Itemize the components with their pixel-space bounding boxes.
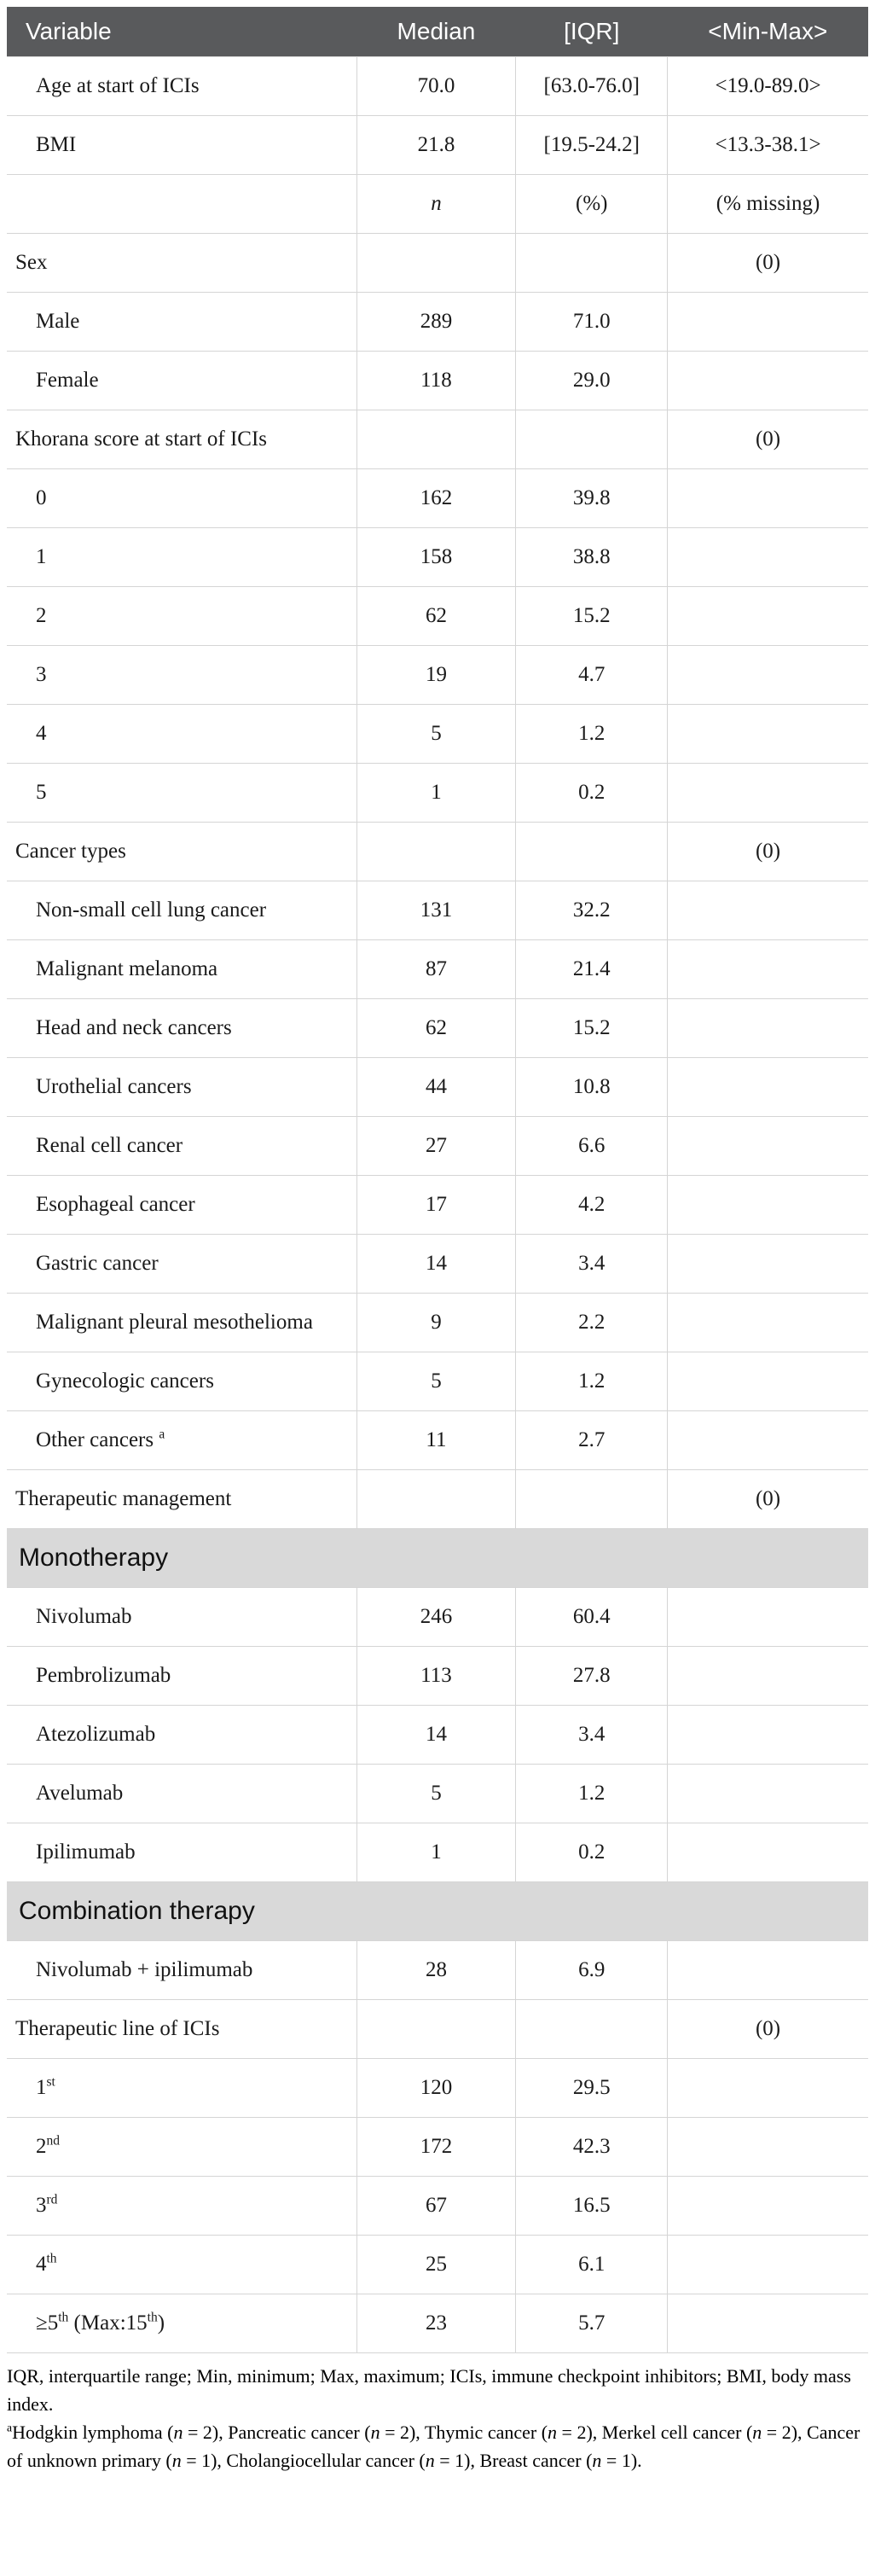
row-value <box>356 823 516 881</box>
table-row <box>7 1470 868 1529</box>
row-value: 67 <box>356 2177 516 2236</box>
column-header-iqr: [IQR] <box>516 7 668 57</box>
row-value: 62 <box>356 999 516 1058</box>
row-label: Head and neck cancers <box>7 999 356 1058</box>
table-row <box>7 1706 868 1765</box>
section-header-row <box>7 1529 868 1588</box>
table-row <box>7 2294 868 2353</box>
row-label: 5 <box>7 764 356 823</box>
footnote: $^a$Hodgkin lymphoma (n = 2), Pancreatic cancer (n = 2), Thymic cancer (n = 2), Merkel cell cancer (n = 2), Cancer of unknown primary (n = 1), Cholangiocellular cancer (n = 1), Breast cancer (n = 1). <box>7 2421 861 2471</box>
section-header-row <box>7 1882 868 1941</box>
row-value: 158 <box>356 528 516 587</box>
row-value: 289 <box>356 293 516 352</box>
footnote: IQR, interquartile range; Min, minimum; Max, maximum; ICIs, immune checkpoint inhibitors; BMI, body mass index. <box>7 2365 851 2415</box>
row-label: Female <box>7 352 356 410</box>
row-value: <19.0-89.0> <box>668 57 868 116</box>
row-value <box>516 2000 668 2059</box>
row-label: Therapeutic management <box>7 1470 356 1529</box>
row-value: 19 <box>356 646 516 705</box>
table-footnotes <box>7 2362 868 2474</box>
row-value <box>668 352 868 410</box>
row-value: 62 <box>356 587 516 646</box>
table-row <box>7 293 868 352</box>
row-value <box>668 2294 868 2353</box>
row-value <box>668 1235 868 1294</box>
row-value: 4.2 <box>516 1176 668 1235</box>
table-row <box>7 528 868 587</box>
row-value: 1.2 <box>516 705 668 764</box>
row-value: (0) <box>668 823 868 881</box>
row-value <box>668 2118 868 2177</box>
row-label: Male <box>7 293 356 352</box>
row-label: Gastric cancer <box>7 1235 356 1294</box>
row-value <box>668 469 868 528</box>
table-row <box>7 2059 868 2118</box>
row-value: 1.2 <box>516 1765 668 1823</box>
row-value: 1 <box>356 764 516 823</box>
row-value: 10.8 <box>516 1058 668 1117</box>
row-value <box>668 1176 868 1235</box>
row-value <box>356 234 516 293</box>
row-value: 70.0 <box>356 57 516 116</box>
row-value: 162 <box>356 469 516 528</box>
row-label: 1 <box>7 528 356 587</box>
table-row <box>7 410 868 469</box>
table-row <box>7 1117 868 1176</box>
row-value: 2.7 <box>516 1411 668 1470</box>
row-value <box>668 1765 868 1823</box>
row-value <box>516 823 668 881</box>
row-value: 5 <box>356 705 516 764</box>
row-label: Malignant melanoma <box>7 940 356 999</box>
row-value: 25 <box>356 2236 516 2294</box>
table-row <box>7 764 868 823</box>
row-label: Nivolumab <box>7 1588 356 1647</box>
column-header-variable: Variable <box>7 7 356 57</box>
row-label: ≥5th (Max:15th) <box>7 2294 356 2353</box>
table-row <box>7 940 868 999</box>
row-value <box>356 410 516 469</box>
row-value <box>668 1117 868 1176</box>
row-label: Ipilimumab <box>7 1823 356 1882</box>
row-value <box>668 1706 868 1765</box>
row-value: 131 <box>356 881 516 940</box>
table-row <box>7 469 868 528</box>
table-row <box>7 234 868 293</box>
row-label: Sex <box>7 234 356 293</box>
row-value <box>668 2177 868 2236</box>
row-value: 60.4 <box>516 1588 668 1647</box>
row-value: 27.8 <box>516 1647 668 1706</box>
table-row <box>7 1352 868 1411</box>
row-label: Khorana score at start of ICIs <box>7 410 356 469</box>
row-value <box>668 881 868 940</box>
row-label: Urothelial cancers <box>7 1058 356 1117</box>
row-value: 0.2 <box>516 764 668 823</box>
row-value: 0.2 <box>516 1823 668 1882</box>
row-value: 21.8 <box>356 116 516 175</box>
row-value: 120 <box>356 2059 516 2118</box>
table-row <box>7 1235 868 1294</box>
row-value <box>668 1411 868 1470</box>
row-value: (% missing) <box>668 175 868 234</box>
row-value: 27 <box>356 1117 516 1176</box>
row-label: Nivolumab + ipilimumab <box>7 1941 356 2000</box>
row-value: 21.4 <box>516 940 668 999</box>
row-value <box>668 999 868 1058</box>
row-value: 16.5 <box>516 2177 668 2236</box>
row-value: 6.9 <box>516 1941 668 2000</box>
row-value <box>668 705 868 764</box>
row-value: (0) <box>668 2000 868 2059</box>
row-value: 5.7 <box>516 2294 668 2353</box>
row-label: Atezolizumab <box>7 1706 356 1765</box>
row-value <box>668 940 868 999</box>
row-value <box>668 1058 868 1117</box>
row-label: Gynecologic cancers <box>7 1352 356 1411</box>
row-label: 1st <box>7 2059 356 2118</box>
characteristics-table <box>7 7 868 2353</box>
row-label: Therapeutic line of ICIs <box>7 2000 356 2059</box>
row-value: 113 <box>356 1647 516 1706</box>
row-value: 71.0 <box>516 293 668 352</box>
row-label: BMI <box>7 116 356 175</box>
row-value: 1.2 <box>516 1352 668 1411</box>
row-value: 172 <box>356 2118 516 2177</box>
table-row <box>7 1058 868 1117</box>
table-row <box>7 2177 868 2236</box>
row-value: 29.5 <box>516 2059 668 2118</box>
row-value: 11 <box>356 1411 516 1470</box>
table-row <box>7 646 868 705</box>
row-value <box>668 1352 868 1411</box>
table-row <box>7 823 868 881</box>
row-value: 87 <box>356 940 516 999</box>
row-value <box>668 1294 868 1352</box>
row-value <box>668 2059 868 2118</box>
row-value: 118 <box>356 352 516 410</box>
row-value: 14 <box>356 1706 516 1765</box>
column-header-minmax: <Min-Max> <box>668 7 868 57</box>
row-value: 246 <box>356 1588 516 1647</box>
column-header-median: Median <box>356 7 516 57</box>
row-value: 42.3 <box>516 2118 668 2177</box>
row-value: 4.7 <box>516 646 668 705</box>
row-value <box>668 293 868 352</box>
row-label: 0 <box>7 469 356 528</box>
row-value <box>668 587 868 646</box>
row-value <box>668 528 868 587</box>
table-row <box>7 2000 868 2059</box>
table-row <box>7 2118 868 2177</box>
row-value: [19.5-24.2] <box>516 116 668 175</box>
row-value: 28 <box>356 1941 516 2000</box>
row-label: Pembrolizumab <box>7 1647 356 1706</box>
table-row <box>7 1176 868 1235</box>
row-label: 2 <box>7 587 356 646</box>
table-row <box>7 1941 868 2000</box>
row-label: Age at start of ICIs <box>7 57 356 116</box>
section-header-label: Combination therapy <box>7 1882 868 1941</box>
row-label <box>7 175 356 234</box>
row-label: 2nd <box>7 2118 356 2177</box>
table-row <box>7 1647 868 1706</box>
row-value: 3.4 <box>516 1235 668 1294</box>
row-value <box>668 1823 868 1882</box>
row-value: 2.2 <box>516 1294 668 1352</box>
row-value: 5 <box>356 1352 516 1411</box>
row-value: 29.0 <box>516 352 668 410</box>
row-label: Renal cell cancer <box>7 1117 356 1176</box>
table-row <box>7 1823 868 1882</box>
table-row <box>7 1765 868 1823</box>
table-row <box>7 705 868 764</box>
row-label: Malignant pleural mesothelioma <box>7 1294 356 1352</box>
row-value <box>668 1647 868 1706</box>
row-value <box>668 764 868 823</box>
row-value: 39.8 <box>516 469 668 528</box>
table-row <box>7 1411 868 1470</box>
row-value <box>668 1941 868 2000</box>
row-value: (0) <box>668 1470 868 1529</box>
row-value: 5 <box>356 1765 516 1823</box>
row-value <box>516 410 668 469</box>
row-value: 38.8 <box>516 528 668 587</box>
row-value: 14 <box>356 1235 516 1294</box>
row-value: (0) <box>668 234 868 293</box>
row-label: 3 <box>7 646 356 705</box>
row-value <box>516 1470 668 1529</box>
table-row <box>7 57 868 116</box>
row-label: Non-small cell lung cancer <box>7 881 356 940</box>
row-label: Cancer types <box>7 823 356 881</box>
row-label: 3rd <box>7 2177 356 2236</box>
row-value: [63.0-76.0] <box>516 57 668 116</box>
row-value <box>356 2000 516 2059</box>
row-value: n <box>356 175 516 234</box>
table-row <box>7 999 868 1058</box>
row-label: Other cancers $^a$ <box>7 1411 356 1470</box>
table-row <box>7 1588 868 1647</box>
section-header-label: Monotherapy <box>7 1529 868 1588</box>
row-value: 23 <box>356 2294 516 2353</box>
row-value: <13.3-38.1> <box>668 116 868 175</box>
row-label: 4th <box>7 2236 356 2294</box>
row-label: 4 <box>7 705 356 764</box>
row-value: 3.4 <box>516 1706 668 1765</box>
row-value: 44 <box>356 1058 516 1117</box>
table-row <box>7 587 868 646</box>
row-value: 6.6 <box>516 1117 668 1176</box>
table-row <box>7 116 868 175</box>
row-value: (%) <box>516 175 668 234</box>
row-label: Esophageal cancer <box>7 1176 356 1235</box>
row-value: 32.2 <box>516 881 668 940</box>
table-row <box>7 881 868 940</box>
row-value: 6.1 <box>516 2236 668 2294</box>
row-value <box>668 2236 868 2294</box>
row-value: 17 <box>356 1176 516 1235</box>
row-label: Avelumab <box>7 1765 356 1823</box>
row-value <box>668 1588 868 1647</box>
row-value: 15.2 <box>516 999 668 1058</box>
row-value: (0) <box>668 410 868 469</box>
table-row <box>7 1294 868 1352</box>
row-value <box>356 1470 516 1529</box>
row-value: 9 <box>356 1294 516 1352</box>
row-value <box>668 646 868 705</box>
table-row <box>7 175 868 234</box>
row-value: 15.2 <box>516 587 668 646</box>
table-row <box>7 352 868 410</box>
row-value: 1 <box>356 1823 516 1882</box>
table-header-row <box>7 7 868 57</box>
table-row <box>7 2236 868 2294</box>
row-value <box>516 234 668 293</box>
